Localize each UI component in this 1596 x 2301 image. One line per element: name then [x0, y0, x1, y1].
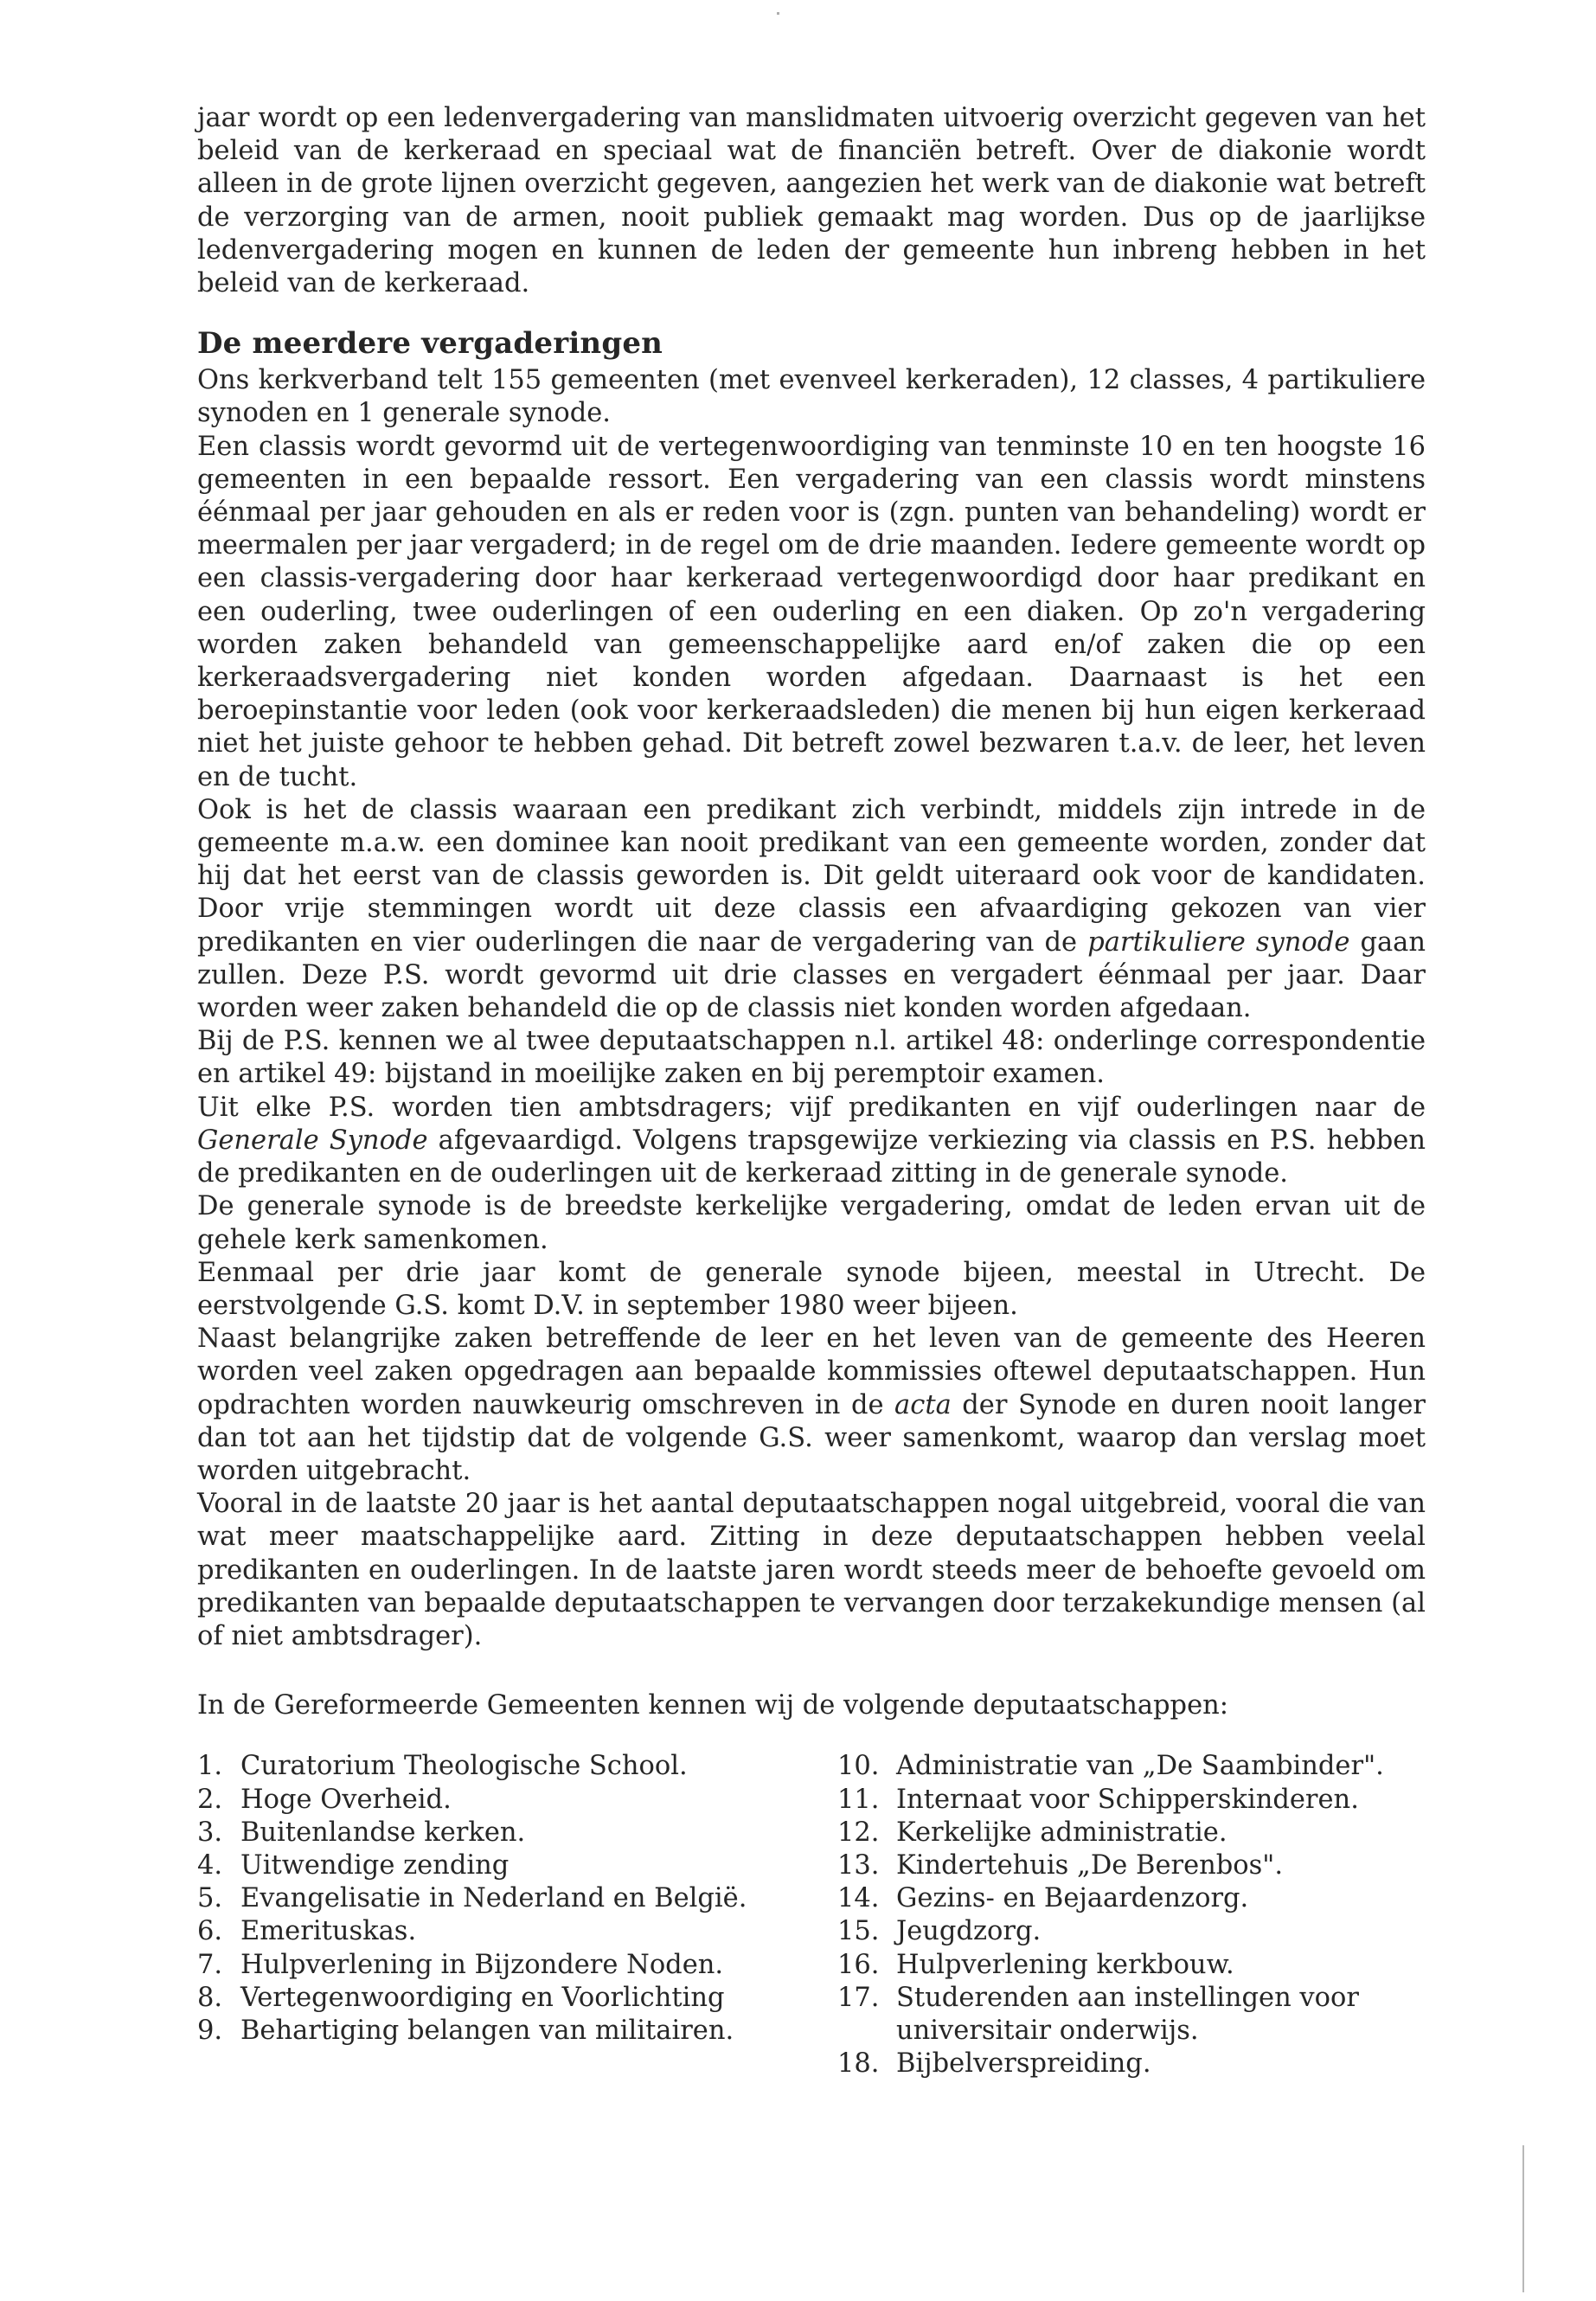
list-item	[837, 1915, 1426, 1948]
paragraph-kerkverband: Ons kerkverband telt 155 gemeenten (met evenveel kerkeraden), 12 classes, 4 partikuliere synoden en 1 generale synode.	[197, 365, 1426, 429]
list-item	[197, 1784, 785, 1817]
list-left	[197, 1750, 785, 2080]
item-number: 10.	[837, 1751, 880, 1782]
spacer	[197, 300, 1426, 323]
item-number: 13.	[837, 1849, 880, 1881]
list-item	[197, 1750, 785, 1783]
item-number: 9.	[197, 2015, 223, 2046]
list-item	[197, 1915, 785, 1948]
item-text: Evangelisatie in Nederland en België.	[240, 1883, 747, 1914]
emphasis-generale-synode: Generale Synode	[197, 1125, 428, 1156]
item-text: Buitenlandse kerken.	[240, 1817, 526, 1848]
paragraph-predikant-classis	[197, 794, 1426, 1025]
paragraph-top: jaar wordt op een ledenvergadering van manslidmaten uitvoerig overzicht gegeven van het beleid van de kerkeraad en speciaal wat de financiën betreft. Over de diakonie wordt alleen in de grote lijnen overzicht gegeven, aangezien het werk van de diakonie wat betreft de verzorging van de armen, nooit publiek gemaakt mag worden. Dus op de jaarlijkse ledenvergadering mogen en kunnen de leden der gemeente hun inbreng hebben in het beleid van de kerkeraad.	[197, 103, 1426, 299]
list-intro: In de Gereformeerde Gemeenten kennen wij de volgende deputaatschappen:	[197, 1690, 1229, 1721]
item-text: Internaat voor Schipperskinderen.	[896, 1784, 1359, 1815]
list-item	[197, 1882, 785, 1915]
item-number: 12.	[837, 1817, 880, 1848]
list-item	[837, 1882, 1426, 1915]
item-number: 11.	[837, 1784, 880, 1815]
paragraph-ps-deputaatschappen: Bij de P.S. kennen we al twee deputaatschappen n.l. artikel 48: onderlinge correspondentie en artikel 49: bijstand in moeilijke zaken en bij peremptoir examen.	[197, 1026, 1426, 1090]
list-item	[197, 1849, 785, 1882]
list-item	[197, 1817, 785, 1849]
item-number: 14.	[837, 1883, 880, 1914]
deputaatschappen-lists	[197, 1750, 1426, 2080]
paragraph-zaken	[197, 1323, 1426, 1488]
scan-speck	[777, 12, 779, 15]
item-number: 6.	[197, 1916, 223, 1947]
item-text: Bijbelverspreiding.	[896, 2048, 1151, 2080]
text-span: Uit elke P.S. worden tien ambtsdragers; vijf predikanten en vijf ouderlingen naar de	[197, 1092, 1426, 1123]
list-item	[837, 1849, 1426, 1882]
list-item	[837, 1784, 1426, 1817]
text-span: Ook is het de classis waaraan een predikant zich verbindt, middels zijn intrede in de gemeente m.a.w. een dominee kan nooit predikant van een gemeente worden, zonder dat hij dat het eerst van de classis geworden is. Dit geldt uiteraard ook voor de kandidaten. Door vrije stemmingen wordt uit deze classis een afvaardiging gekozen van vier predikanten en vier ouderlingen die naar de vergadering van de	[197, 794, 1426, 958]
list-item	[197, 2015, 785, 2048]
item-number: 18.	[837, 2048, 880, 2080]
item-number: 5.	[197, 1883, 223, 1914]
list-right	[837, 1750, 1426, 2080]
item-number: 7.	[197, 1949, 223, 1980]
item-text: Vertegenwoordiging en Voorlichting	[240, 1982, 725, 2013]
text-span: afgevaardigd. Volgens trapsgewijze verkiezing via classis en P.S. hebben de predikanten en de ouderlingen uit de kerkeraad zitting in de generale synode.	[197, 1125, 1426, 1189]
item-number: 2.	[197, 1784, 223, 1815]
document-page	[197, 102, 1426, 2080]
list-item	[837, 1750, 1426, 1783]
item-text: Administratie van „De Saambinder".	[896, 1751, 1384, 1782]
item-text: Emerituskas.	[240, 1916, 417, 1947]
paragraph-eenmaal: Eenmaal per drie jaar komt de generale synode bijeen, meestal in Utrecht. De eerstvolgende G.S. komt D.V. in september 1980 weer bijeen.	[197, 1257, 1426, 1321]
list-item	[837, 1817, 1426, 1849]
paragraph-generale-synode: De generale synode is de breedste kerkelijke vergadering, omdat de leden ervan uit de gehele kerk samenkomen.	[197, 1191, 1426, 1255]
item-text: Hoge Overheid.	[240, 1784, 452, 1815]
item-number: 17.	[837, 1982, 880, 2013]
paragraph-classis: Een classis wordt gevormd uit de vertegenwoordiging van tenminste 10 en ten hoogste 16 gemeenten in een bepaalde ressort. Een vergadering van een classis wordt minstens éénmaal per jaar gehouden en als er reden voor is (zgn. punten van behandeling) wordt er meermalen per jaar vergaderd; in de regel om de drie maanden. Iedere gemeente wordt op een classis-vergadering door haar kerkeraad vertegenwoordigd door haar predikant en een ouderling, twee ouderlingen of een ouderling en een diaken. Op zo'n vergadering worden zaken behandeld van gemeenschappelijke aard en/of zaken die op een kerkeraadsvergadering niet konden worden afgedaan. Daarnaast is het een beroepinstantie voor leden (ook voor kerkeraadsleden) die menen bij hun eigen kerkeraad niet het juiste gehoor te hebben gehad. Dit betreft zowel bezwaren t.a.v. de leer, het leven en de tucht.	[197, 431, 1426, 792]
item-number: 15.	[837, 1916, 880, 1947]
text-span: Naast belangrijke zaken betreffende de leer en het leven van de gemeente des Heeren worden veel zaken opgedragen aan bepaalde kommissies oftewel deputaatschappen. Hun opdrachten worden nauwkeurig omschreven in de	[197, 1324, 1426, 1420]
item-text: Kerkelijke administratie.	[896, 1817, 1227, 1848]
item-number: 1.	[197, 1751, 223, 1782]
item-text: Uitwendige zending	[240, 1849, 510, 1881]
item-text: Hulpverlening kerkbouw.	[896, 1949, 1234, 1980]
paragraph-laatste-jaren: Vooral in de laatste 20 jaar is het aantal deputaatschappen nogal uitgebreid, vooral die van wat meer maatschappelijke aard. Zitting in deze deputaatschappen hebben veelal predikanten en ouderlingen. In de laatste jaren wordt steeds meer de behoefte gevoeld om predikanten van bepaalde deputaatschappen te vervangen door terzakekundige mensen (al of niet ambtsdrager).	[197, 1489, 1426, 1651]
item-text: Gezins- en Bejaardenzorg.	[896, 1883, 1249, 1914]
item-text: Hulpverlening in Bijzondere Noden.	[240, 1949, 724, 1980]
item-text: Kindertehuis „De Berenbos".	[896, 1849, 1284, 1881]
text-span: gaan zullen. Deze P.S. wordt gevormd uit drie classes en vergadert éénmaal per jaar. Daar worden weer zaken behandeld die op de classis niet konden worden afgedaan.	[197, 926, 1426, 1024]
scan-edge-line	[1522, 2145, 1524, 2292]
list-item	[837, 2048, 1426, 2080]
item-number: 16.	[837, 1949, 880, 1980]
item-text: Behartiging belangen van militairen.	[240, 2015, 734, 2046]
item-text: Curatorium Theologische School.	[240, 1751, 688, 1782]
item-number: 8.	[197, 1982, 223, 2013]
list-item	[197, 1982, 785, 2015]
list-item	[837, 1949, 1426, 1982]
text-span: der Synode en duren nooit langer dan tot aan het tijdstip dat de volgende G.S. weer samenkomt, waarop dan verslag moet worden uitgebracht.	[197, 1389, 1426, 1486]
item-text: Jeugdzorg.	[896, 1916, 1042, 1947]
paragraph-ambtsdragers	[197, 1092, 1426, 1191]
list-item	[837, 1982, 1426, 2048]
list-item	[197, 1949, 785, 1982]
item-text: Studerenden aan instellingen voor universitair onderwijs.	[896, 1982, 1359, 2046]
item-number: 3.	[197, 1817, 223, 1848]
emphasis-acta: acta	[894, 1389, 952, 1420]
section-heading: De meerdere vergaderingen	[197, 326, 663, 362]
emphasis-partikuliere-synode: partikuliere synode	[1087, 926, 1350, 958]
item-number: 4.	[197, 1849, 223, 1881]
